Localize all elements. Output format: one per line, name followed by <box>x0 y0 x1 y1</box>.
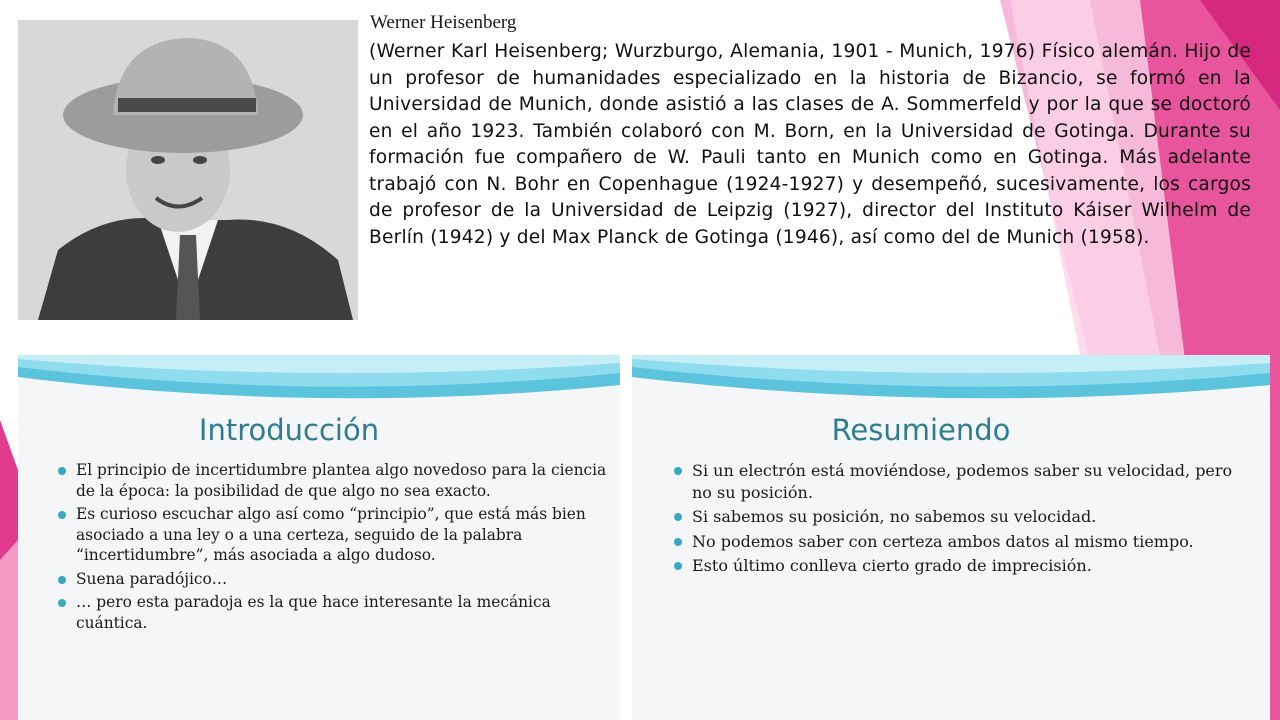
list-item: Suena paradójico… <box>58 569 608 590</box>
slide-wave-header <box>632 355 1270 415</box>
slide-title: Resumiendo <box>831 413 1011 447</box>
list-item: No podemos saber con certeza ambos datos al mismo tiempo. <box>674 531 1234 553</box>
bio-text: (Werner Karl Heisenberg; Wurzburgo, Alemania, 1901 - Munich, 1976) Físico alemán. Hijo de un profesor de humanidades especializado en la historia de Bizancio, se formó en la Universidad de Munich, donde asistió a las clases de A. Sommerfeld y por la que se doctoró en el año 1923. También colaboró con M. Born, en la Universidad de Gotinga. Durante su formación fue compañero de W. Pauli tanto en Munich como en Gotinga. Más adelante trabajó con N. Bohr en Copenhague (1924-1927) y desempeñó, sucesivamente, los cargos de profesor de la Universidad de Leipzig (1927), director del Instituto Káiser Wilhelm de Berlín (1942) y del Max Planck de Gotinga (1946), así como del de Munich (1958). <box>369 41 1251 248</box>
list-item: Es curioso escuchar algo así como “principio”, que está más bien asociado a una ley o a una certeza, seguido de la palabra “incertidumbre”, más asociada a algo dudoso. <box>58 504 608 566</box>
list-item: Si sabemos su posición, no sabemos su velocidad. <box>674 506 1234 528</box>
list-item: … pero esta paradoja es la que hace interesante la mecánica cuántica. <box>58 592 608 633</box>
slide-resumiendo <box>632 355 1270 720</box>
bullet-list <box>58 460 608 636</box>
slide-introduccion <box>18 355 620 720</box>
portrait-photo <box>18 20 358 320</box>
bio-title: Werner Heisenberg <box>370 12 517 33</box>
slide-wave-header <box>18 355 620 415</box>
slide-title: Introducción <box>198 413 380 447</box>
list-item: Si un electrón está moviéndose, podemos saber su velocidad, pero no su posición. <box>674 460 1234 503</box>
list-item: Esto último conlleva cierto grado de imprecisión. <box>674 555 1234 577</box>
list-item: El principio de incertidumbre plantea algo novedoso para la ciencia de la época: la posibilidad de que algo no sea exacto. <box>58 460 608 501</box>
bullet-list <box>674 460 1234 580</box>
